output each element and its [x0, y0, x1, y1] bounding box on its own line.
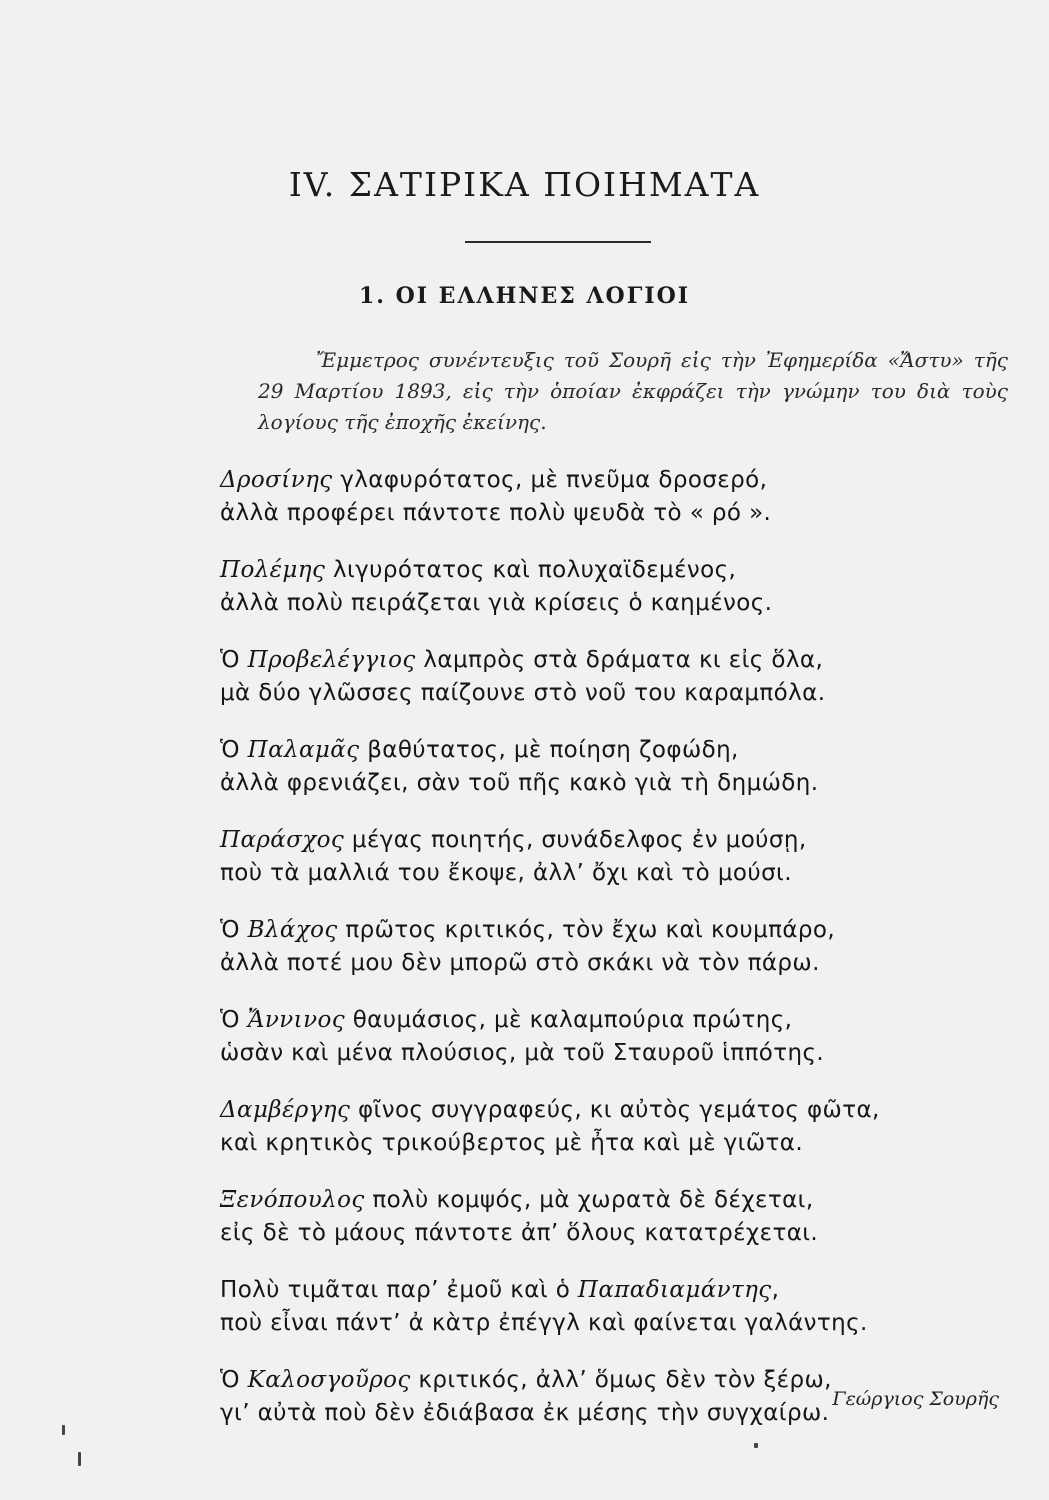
poem-line — [220, 1094, 1020, 1127]
poet-name: Ἄννινος — [247, 1007, 345, 1033]
line-text: κριτικός, ἀλλ’ ὅμως δὲν τὸν ξέρω, — [410, 1367, 832, 1393]
line-text: μὰ δύο γλῶσσες παίζουνε στὸ νοῦ του καραμπόλα. — [220, 680, 826, 706]
line-text: Ὁ — [220, 1007, 248, 1033]
line-text: Ὁ — [220, 647, 248, 673]
line-text: θαυμάσιος, μὲ καλαμπούρια πρώτης, — [345, 1007, 793, 1033]
line-text: ἀλλὰ προφέρει πάντοτε πολὺ ψευδὰ τὸ « ρό ». — [220, 500, 772, 526]
title-divider — [465, 241, 651, 243]
poem-stanza — [220, 1004, 1020, 1070]
line-text: Ὁ — [220, 737, 248, 763]
intro-note: Ἔμμετρος συνέντευξις τοῦ Σουρῆ εἰς τὴν Ἐφημερίδα «Ἄστυ» τῆς 29 Μαρτίου 1893, εἰς τὴν ὁποίαν ἐκφράζει τὴν γνώμην του διὰ τοὺς λογίους τῆς ἐποχῆς ἐκείνης. — [258, 348, 1008, 434]
line-text: ὡσὰν καὶ μένα πλούσιος, μὰ τοῦ Σταυροῦ ἱππότης. — [220, 1040, 825, 1066]
poem-line — [220, 464, 1020, 497]
scan-speck — [62, 1425, 65, 1435]
poet-name: Παλαμᾶς — [247, 737, 360, 763]
poem-line — [220, 587, 1020, 620]
poem-stanza — [220, 644, 1020, 710]
line-text: λιγυρότατος καὶ πολυχαϊδεμένος, — [325, 557, 737, 583]
poem-line — [220, 644, 1020, 677]
poem-stanza — [220, 734, 1020, 800]
poem-line — [220, 1004, 1020, 1037]
poem-line — [220, 824, 1020, 857]
line-text: ἀλλὰ ποτέ μου δὲν μπορῶ στὸ σκάκι νὰ τὸν πάρω. — [220, 950, 820, 976]
poem-title: 1. ΟΙ ΕΛΛΗΝΕΣ ΛΟΓΙΟΙ — [358, 283, 691, 309]
line-text: καὶ κρητικὸς τρικούβερτος μὲ ἦτα καὶ μὲ γιῶτα. — [220, 1130, 804, 1156]
line-text: γλαφυρότατος, μὲ πνεῦμα δροσερό, — [332, 467, 768, 493]
line-text: Ὁ — [220, 1367, 248, 1393]
line-text: ἀλλὰ πολὺ πειράζεται γιὰ κρίσεις ὁ καημένος. — [220, 590, 773, 616]
line-text: φῖνος συγγραφεύς, κι αὐτὸς γεμάτος φῶτα, — [350, 1097, 880, 1123]
author-signature: Γεώργιος Σουρῆς — [832, 1388, 999, 1410]
poem-line — [220, 734, 1020, 767]
line-text: ἀλλὰ φρενιάζει, σὰν τοῦ πῆς κακὸ γιὰ τὴ δημώδη. — [220, 770, 819, 796]
scan-speck — [754, 1443, 758, 1448]
poem-line — [220, 497, 1020, 530]
line-text: πολὺ κομψός, μὰ χωρατὰ δὲ δέχεται, — [364, 1187, 814, 1213]
poem-line — [220, 1274, 1020, 1307]
line-text: μέγας ποιητής, συνάδελφος ἐν μούσῃ, — [344, 827, 807, 853]
poem-stanza — [220, 1274, 1020, 1340]
poem-line — [220, 857, 1020, 890]
poem-line — [220, 1307, 1020, 1340]
line-text: Ὁ — [220, 917, 248, 943]
line-text: Πολὺ τιμᾶται παρ’ ἐμοῦ καὶ ὁ — [220, 1277, 578, 1303]
line-text: βαθύτατος, μὲ ποίηση ζοφώδη, — [359, 737, 739, 763]
poet-name: Ξενόπουλος — [220, 1187, 365, 1213]
poem-body — [220, 464, 1020, 1454]
poem-line — [220, 947, 1020, 980]
poem-stanza — [220, 824, 1020, 890]
line-text: , — [771, 1277, 780, 1303]
line-text: εἰς δὲ τὸ μάους πάντοτε ἀπ’ ὅλους κατατρέχεται. — [220, 1220, 819, 1246]
poet-name: Παπαδιαμάντης — [577, 1277, 772, 1303]
poet-name: Προβελέγγιος — [247, 647, 416, 673]
line-text: πρῶτος κριτικός, τὸν ἔχω καὶ κουμπάρο, — [337, 917, 836, 943]
poet-name: Πολέμης — [220, 557, 326, 583]
poet-name: Δαμβέργης — [220, 1097, 351, 1123]
line-text: λαμπρὸς στὰ δράματα κι εἰς ὅλα, — [415, 647, 824, 673]
scan-speck — [78, 1452, 81, 1466]
poem-line — [220, 677, 1020, 710]
poet-name: Καλοσγοῦρος — [247, 1367, 411, 1393]
poem-stanza — [220, 914, 1020, 980]
line-text: γι’ αὐτὰ ποὺ δὲν ἐδιάβασα ἐκ μέσης τὴν συγχαίρω. — [220, 1400, 830, 1426]
poem-line — [220, 1037, 1020, 1070]
poem-line — [220, 1127, 1020, 1160]
poem-stanza — [220, 1094, 1020, 1160]
poem-line — [220, 1184, 1020, 1217]
poem-stanza — [220, 464, 1020, 530]
poem-stanza — [220, 1184, 1020, 1250]
section-title: IV. ΣΑΤΙΡΙΚΑ ΠΟΙΗΜΑΤΑ — [288, 165, 761, 204]
line-text: ποὺ εἶναι πάντ’ ἀ κὰτρ ἐπέγγλ καὶ φαίνεται γαλάντης. — [220, 1310, 868, 1336]
poem-line — [220, 914, 1020, 947]
poem-line — [220, 767, 1020, 800]
poem-line — [220, 554, 1020, 587]
poet-name: Παράσχος — [220, 827, 345, 853]
poet-name: Βλάχος — [247, 917, 338, 943]
poem-line — [220, 1217, 1020, 1250]
poet-name: Δροσίνης — [220, 467, 333, 493]
line-text: ποὺ τὰ μαλλιά του ἔκοψε, ἀλλ’ ὄχι καὶ τὸ μούσι. — [220, 860, 792, 886]
poem-stanza — [220, 554, 1020, 620]
